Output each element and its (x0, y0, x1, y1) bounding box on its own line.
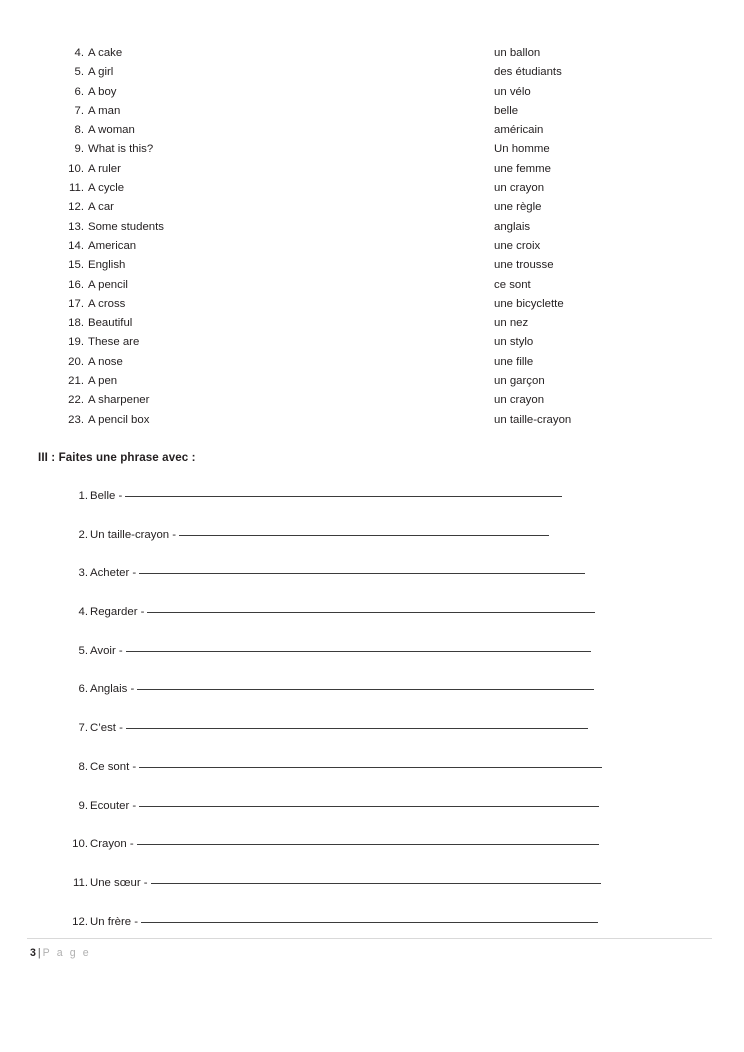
sentence-row-prompt: Un taille-crayon - (90, 528, 177, 541)
translation-row-number: 12. (68, 201, 84, 214)
translation-row-english: A boy (88, 85, 117, 98)
sentence-row-prompt: Ce sont - (90, 760, 137, 773)
translation-row-english: A cake (88, 47, 123, 59)
translation-row (0, 218, 744, 237)
translation-row-english: A man (88, 104, 121, 117)
sentence-row (0, 644, 744, 683)
footer-divider (27, 938, 712, 939)
translation-row-number: 19. (68, 336, 84, 349)
sentence-row-prompt: Acheter - (90, 567, 137, 580)
sentence-row-number: 10. (72, 838, 88, 851)
sentence-row-body (90, 760, 744, 774)
sentence-row-body (90, 489, 744, 503)
translation-row-number: 6. (74, 85, 84, 98)
translation-row-french: Un homme (494, 143, 550, 156)
sentence-row-number: 12. (72, 915, 88, 928)
translation-row-french: ce sont (494, 278, 531, 291)
translation-row-french: anglais (494, 220, 531, 233)
page-footer (30, 946, 91, 960)
sentence-row-number: 6. (78, 683, 88, 696)
translation-row-french: un stylo (494, 336, 534, 349)
translation-row (0, 121, 744, 140)
sentence-answer-blank[interactable] (139, 767, 602, 768)
sentence-row-body (90, 915, 744, 929)
sentence-row (0, 799, 744, 838)
translation-row-number: 14. (68, 239, 84, 252)
sentence-row-body (90, 566, 744, 580)
translation-row (0, 44, 744, 63)
translation-row-number: 4. (74, 47, 84, 59)
sentence-row-prompt: Crayon - (90, 838, 134, 851)
sentence-row-prompt: Belle - (90, 490, 123, 502)
translation-row (0, 353, 744, 372)
translation-exercise-list (0, 44, 744, 430)
sentence-answer-blank[interactable] (125, 496, 562, 497)
translation-row-french: une croix (494, 239, 541, 252)
sentence-answer-blank[interactable] (139, 573, 585, 574)
translation-row-french: une trousse (494, 259, 554, 272)
translation-row-english: A nose (88, 355, 123, 368)
translation-row-number: 17. (68, 297, 84, 310)
sentence-row (0, 605, 744, 644)
footer-page-number: 3 (30, 947, 36, 959)
sentence-row-body (90, 644, 744, 658)
translation-row (0, 391, 744, 410)
sentence-row (0, 721, 744, 760)
translation-row-french: des étudiants (494, 66, 562, 79)
section-three-heading: III : Faites une phrase avec : (38, 451, 196, 464)
translation-row-number: 22. (68, 394, 84, 407)
sentence-row-number: 7. (78, 722, 88, 735)
sentence-answer-blank[interactable] (179, 535, 549, 536)
translation-row (0, 333, 744, 352)
translation-row-french: un crayon (494, 394, 545, 407)
sentence-row (0, 760, 744, 799)
translation-row-number: 23. (68, 413, 84, 426)
translation-row-french: une femme (494, 162, 551, 175)
translation-row-french: un ballon (494, 47, 541, 59)
translation-row (0, 411, 744, 430)
translation-row-number: 11. (69, 182, 84, 195)
sentence-row-body (90, 876, 744, 890)
translation-row-french: belle (494, 104, 519, 117)
sentence-answer-blank[interactable] (126, 728, 588, 729)
translation-row-english: A pencil (88, 278, 128, 291)
translation-row-english: A sharpener (88, 394, 150, 407)
translation-row-french: un garçon (494, 375, 545, 388)
translation-row-french: américain (494, 124, 544, 137)
sentence-row-prompt: Un frère - (90, 915, 139, 928)
sentence-row (0, 489, 744, 528)
sentence-row-prompt: Avoir - (90, 644, 123, 657)
footer-page-label: P a g e (42, 947, 91, 959)
sentence-row-number: 3. (78, 567, 88, 580)
sentence-row-number: 1. (78, 490, 88, 502)
translation-row-english: What is this? (88, 143, 154, 156)
translation-row-french: une règle (494, 201, 542, 214)
sentence-answer-blank[interactable] (141, 922, 598, 923)
sentence-row-body (90, 528, 744, 542)
sentence-row-body (90, 605, 744, 619)
translation-row (0, 256, 744, 275)
translation-row-number: 13. (68, 220, 84, 233)
translation-row-english: Some students (88, 220, 164, 233)
translation-row (0, 83, 744, 102)
sentence-row-body (90, 837, 744, 851)
sentence-row (0, 566, 744, 605)
translation-row-number: 18. (68, 317, 84, 330)
translation-row-french: une fille (494, 355, 534, 368)
translation-row-english: A girl (88, 66, 114, 79)
translation-row-french: un taille-crayon (494, 413, 572, 426)
translation-row-english: A ruler (88, 162, 121, 175)
translation-row-number: 5. (74, 66, 84, 79)
sentence-row-number: 8. (78, 760, 88, 773)
translation-row-french: un nez (494, 317, 529, 330)
sentence-row-number: 9. (78, 799, 88, 812)
sentence-answer-blank[interactable] (151, 883, 601, 884)
translation-row-english: A cycle (88, 182, 125, 195)
translation-row (0, 237, 744, 256)
translation-row (0, 198, 744, 217)
sentence-row-body (90, 682, 744, 696)
sentence-row-prompt: Regarder - (90, 606, 145, 619)
translation-row (0, 372, 744, 391)
footer-separator: | (37, 947, 41, 959)
sentence-row (0, 682, 744, 721)
translation-row-number: 15. (68, 259, 84, 272)
sentence-row (0, 876, 744, 915)
sentence-exercise-list (0, 489, 744, 953)
translation-row (0, 63, 744, 82)
translation-row-french: un vélo (494, 85, 531, 98)
translation-row-number: 8. (74, 124, 84, 137)
sentence-row-prompt: C’est - (90, 722, 123, 735)
sentence-row-number: 2. (78, 528, 88, 541)
translation-row-french: une bicyclette (494, 297, 564, 310)
translation-row (0, 179, 744, 198)
sentence-row-number: 11. (73, 876, 88, 889)
sentence-row-body (90, 721, 744, 735)
sentence-row (0, 528, 744, 567)
sentence-row-prompt: Ecouter - (90, 799, 137, 812)
translation-row-number: 20. (68, 355, 84, 368)
sentence-row-prompt: Une sœur - (90, 876, 148, 889)
translation-row (0, 295, 744, 314)
translation-row-english: A woman (88, 124, 135, 137)
sentence-row-body (90, 799, 744, 813)
sentence-row (0, 915, 744, 954)
sentence-answer-blank[interactable] (137, 689, 594, 690)
translation-row (0, 102, 744, 121)
translation-row-english: A cross (88, 297, 126, 310)
sentence-row-number: 5. (78, 644, 88, 657)
sentence-row-prompt: Anglais - (90, 683, 135, 696)
translation-row (0, 140, 744, 159)
translation-row-english: These are (88, 336, 140, 349)
translation-row-number: 9. (74, 143, 84, 156)
translation-row-english: English (88, 259, 126, 272)
translation-row (0, 160, 744, 179)
translation-row-english: A pen (88, 375, 118, 388)
translation-row (0, 276, 744, 295)
sentence-answer-blank[interactable] (147, 612, 595, 613)
translation-row-number: 21. (68, 375, 84, 388)
translation-row-number: 16. (68, 278, 84, 291)
sentence-row (0, 837, 744, 876)
translation-row-number: 10. (68, 162, 84, 175)
translation-row-english: A car (88, 201, 114, 214)
sentence-answer-blank[interactable] (137, 844, 599, 845)
translation-row-french: un crayon (494, 182, 545, 195)
translation-row-english: A pencil box (88, 413, 150, 426)
sentence-row-number: 4. (78, 606, 88, 619)
sentence-answer-blank[interactable] (126, 651, 591, 652)
sentence-answer-blank[interactable] (139, 806, 599, 807)
translation-row-english: Beautiful (88, 317, 133, 330)
translation-row-english: American (88, 239, 137, 252)
translation-row-number: 7. (74, 104, 84, 117)
translation-row (0, 314, 744, 333)
